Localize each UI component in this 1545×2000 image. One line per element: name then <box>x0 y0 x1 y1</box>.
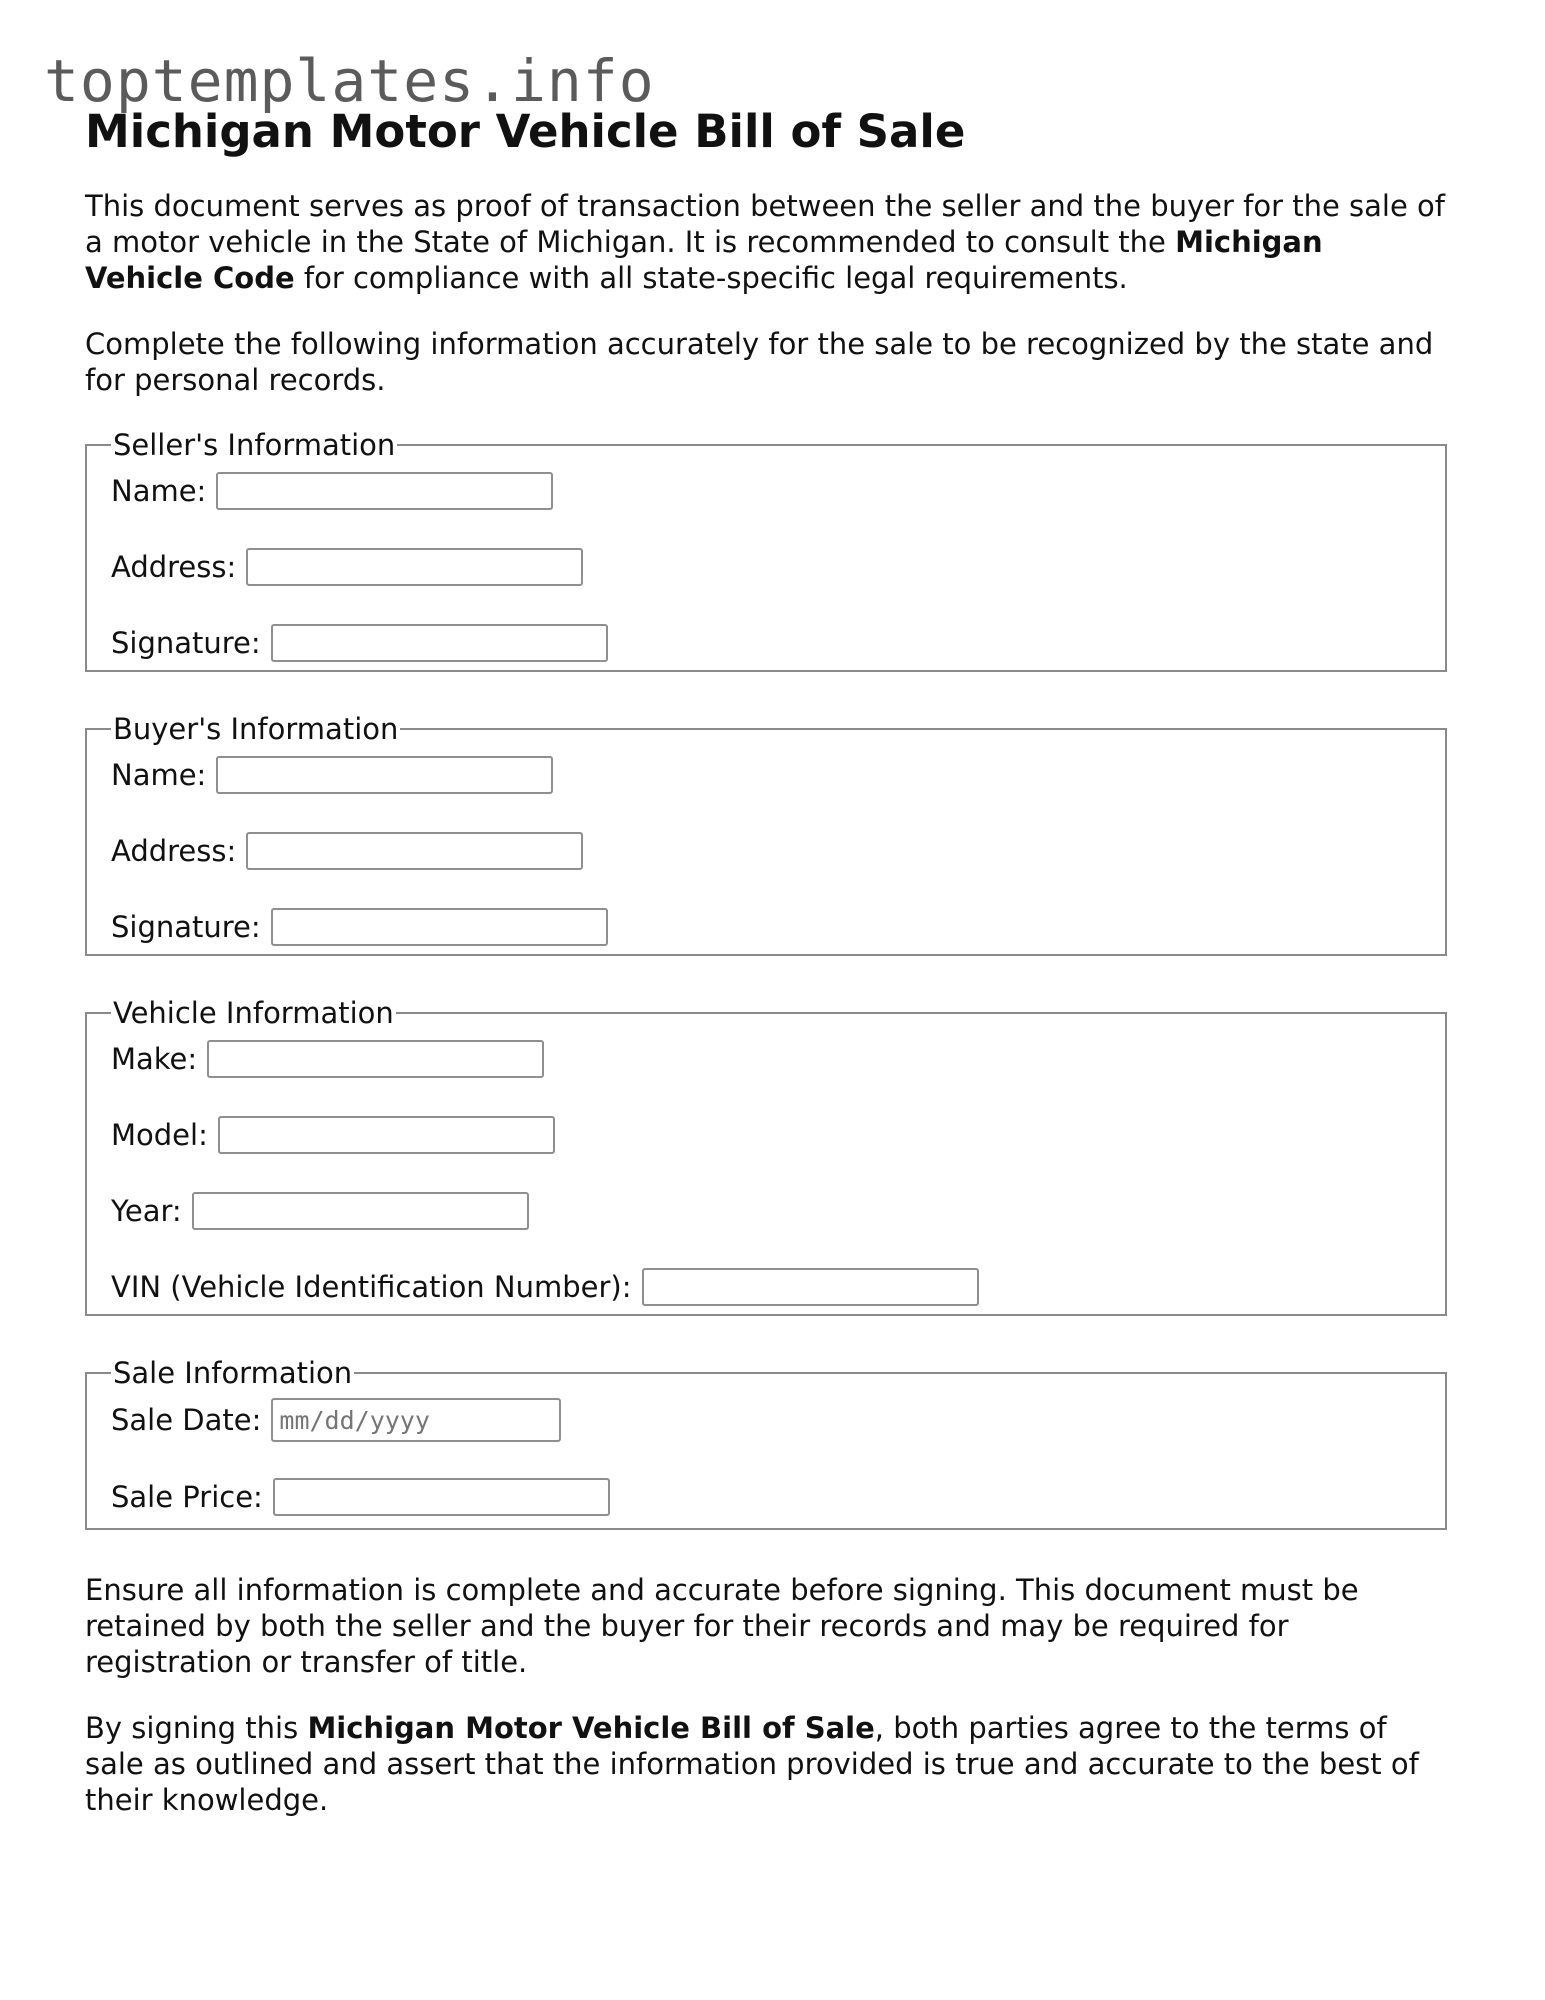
closing-paragraph <box>85 1710 1445 1818</box>
seller-address-label: Address: <box>111 550 237 584</box>
seller-signature-row <box>111 624 1421 662</box>
ensure-paragraph: Ensure all information is complete and accurate before signing. This document must be retained by both the seller and the buyer for their records and may be required for registration or transfer of title. <box>85 1573 1359 1679</box>
vehicle-section <box>85 996 1447 1316</box>
closing-text-end: , both parties agree to the terms of sale as outlined and assert that the information provided is true and accurate to the best of their knowledge. <box>85 1711 1419 1817</box>
intro-bold-code: Michigan Vehicle Code <box>85 225 1323 295</box>
buyer-signature-input[interactable] <box>271 908 608 946</box>
seller-name-input[interactable] <box>216 472 553 510</box>
seller-signature-input[interactable] <box>271 624 608 662</box>
sale-date-row <box>111 1398 1421 1442</box>
sale-price-label: Sale Price: <box>111 1480 263 1514</box>
closing-bold-title: Michigan Motor Vehicle Bill of Sale <box>307 1711 875 1745</box>
buyer-name-label: Name: <box>111 758 207 792</box>
watermark: toptemplates.info <box>44 47 655 115</box>
seller-name-row <box>111 472 1421 510</box>
seller-legend: Seller's Information <box>113 428 396 462</box>
vehicle-model-row <box>111 1116 1421 1154</box>
vehicle-year-label: Year: <box>111 1194 182 1228</box>
seller-section <box>85 428 1447 672</box>
buyer-legend: Buyer's Information <box>113 712 399 746</box>
complete-paragraph: Complete the following information accurately for the sale to be recognized by the state and for personal records. <box>85 327 1434 397</box>
buyer-address-row <box>111 832 1421 870</box>
sale-legend: Sale Information <box>113 1356 353 1390</box>
sale-price-input[interactable] <box>273 1478 610 1516</box>
vehicle-year-row <box>111 1192 1421 1230</box>
seller-address-row <box>111 548 1421 586</box>
seller-signature-label: Signature: <box>111 626 261 660</box>
buyer-name-row <box>111 756 1421 794</box>
seller-name-label: Name: <box>111 474 207 508</box>
vehicle-make-row <box>111 1040 1421 1078</box>
buyer-name-input[interactable] <box>216 756 553 794</box>
seller-address-input[interactable] <box>246 548 583 586</box>
buyer-address-label: Address: <box>111 834 237 868</box>
vehicle-model-input[interactable] <box>218 1116 555 1154</box>
buyer-signature-label: Signature: <box>111 910 261 944</box>
vehicle-vin-label: VIN (Vehicle Identification Number): <box>111 1270 632 1304</box>
closing-text-start: By signing this <box>85 1711 308 1745</box>
document-page <box>85 104 1445 1818</box>
vehicle-year-input[interactable] <box>192 1192 529 1230</box>
intro-text-end: for compliance with all state-specific legal requirements. <box>294 261 1128 295</box>
vehicle-legend: Vehicle Information <box>113 996 394 1030</box>
page-title: Michigan Motor Vehicle Bill of Sale <box>85 105 966 158</box>
sale-date-input[interactable] <box>271 1398 561 1442</box>
sale-date-label: Sale Date: <box>111 1403 262 1437</box>
sale-section <box>85 1356 1447 1530</box>
buyer-signature-row <box>111 908 1421 946</box>
vehicle-vin-row <box>111 1268 1421 1306</box>
vehicle-make-label: Make: <box>111 1042 198 1076</box>
buyer-section <box>85 712 1447 956</box>
intro-paragraph <box>85 188 1445 296</box>
buyer-address-input[interactable] <box>246 832 583 870</box>
vehicle-vin-input[interactable] <box>642 1268 979 1306</box>
vehicle-model-label: Model: <box>111 1118 208 1152</box>
intro-text-start: This document serves as proof of transaction between the seller and the buyer for the sale of a motor vehicle in the State of Michigan. It is recommended to consult the <box>85 189 1445 259</box>
sale-price-row <box>111 1478 1421 1516</box>
vehicle-make-input[interactable] <box>207 1040 544 1078</box>
